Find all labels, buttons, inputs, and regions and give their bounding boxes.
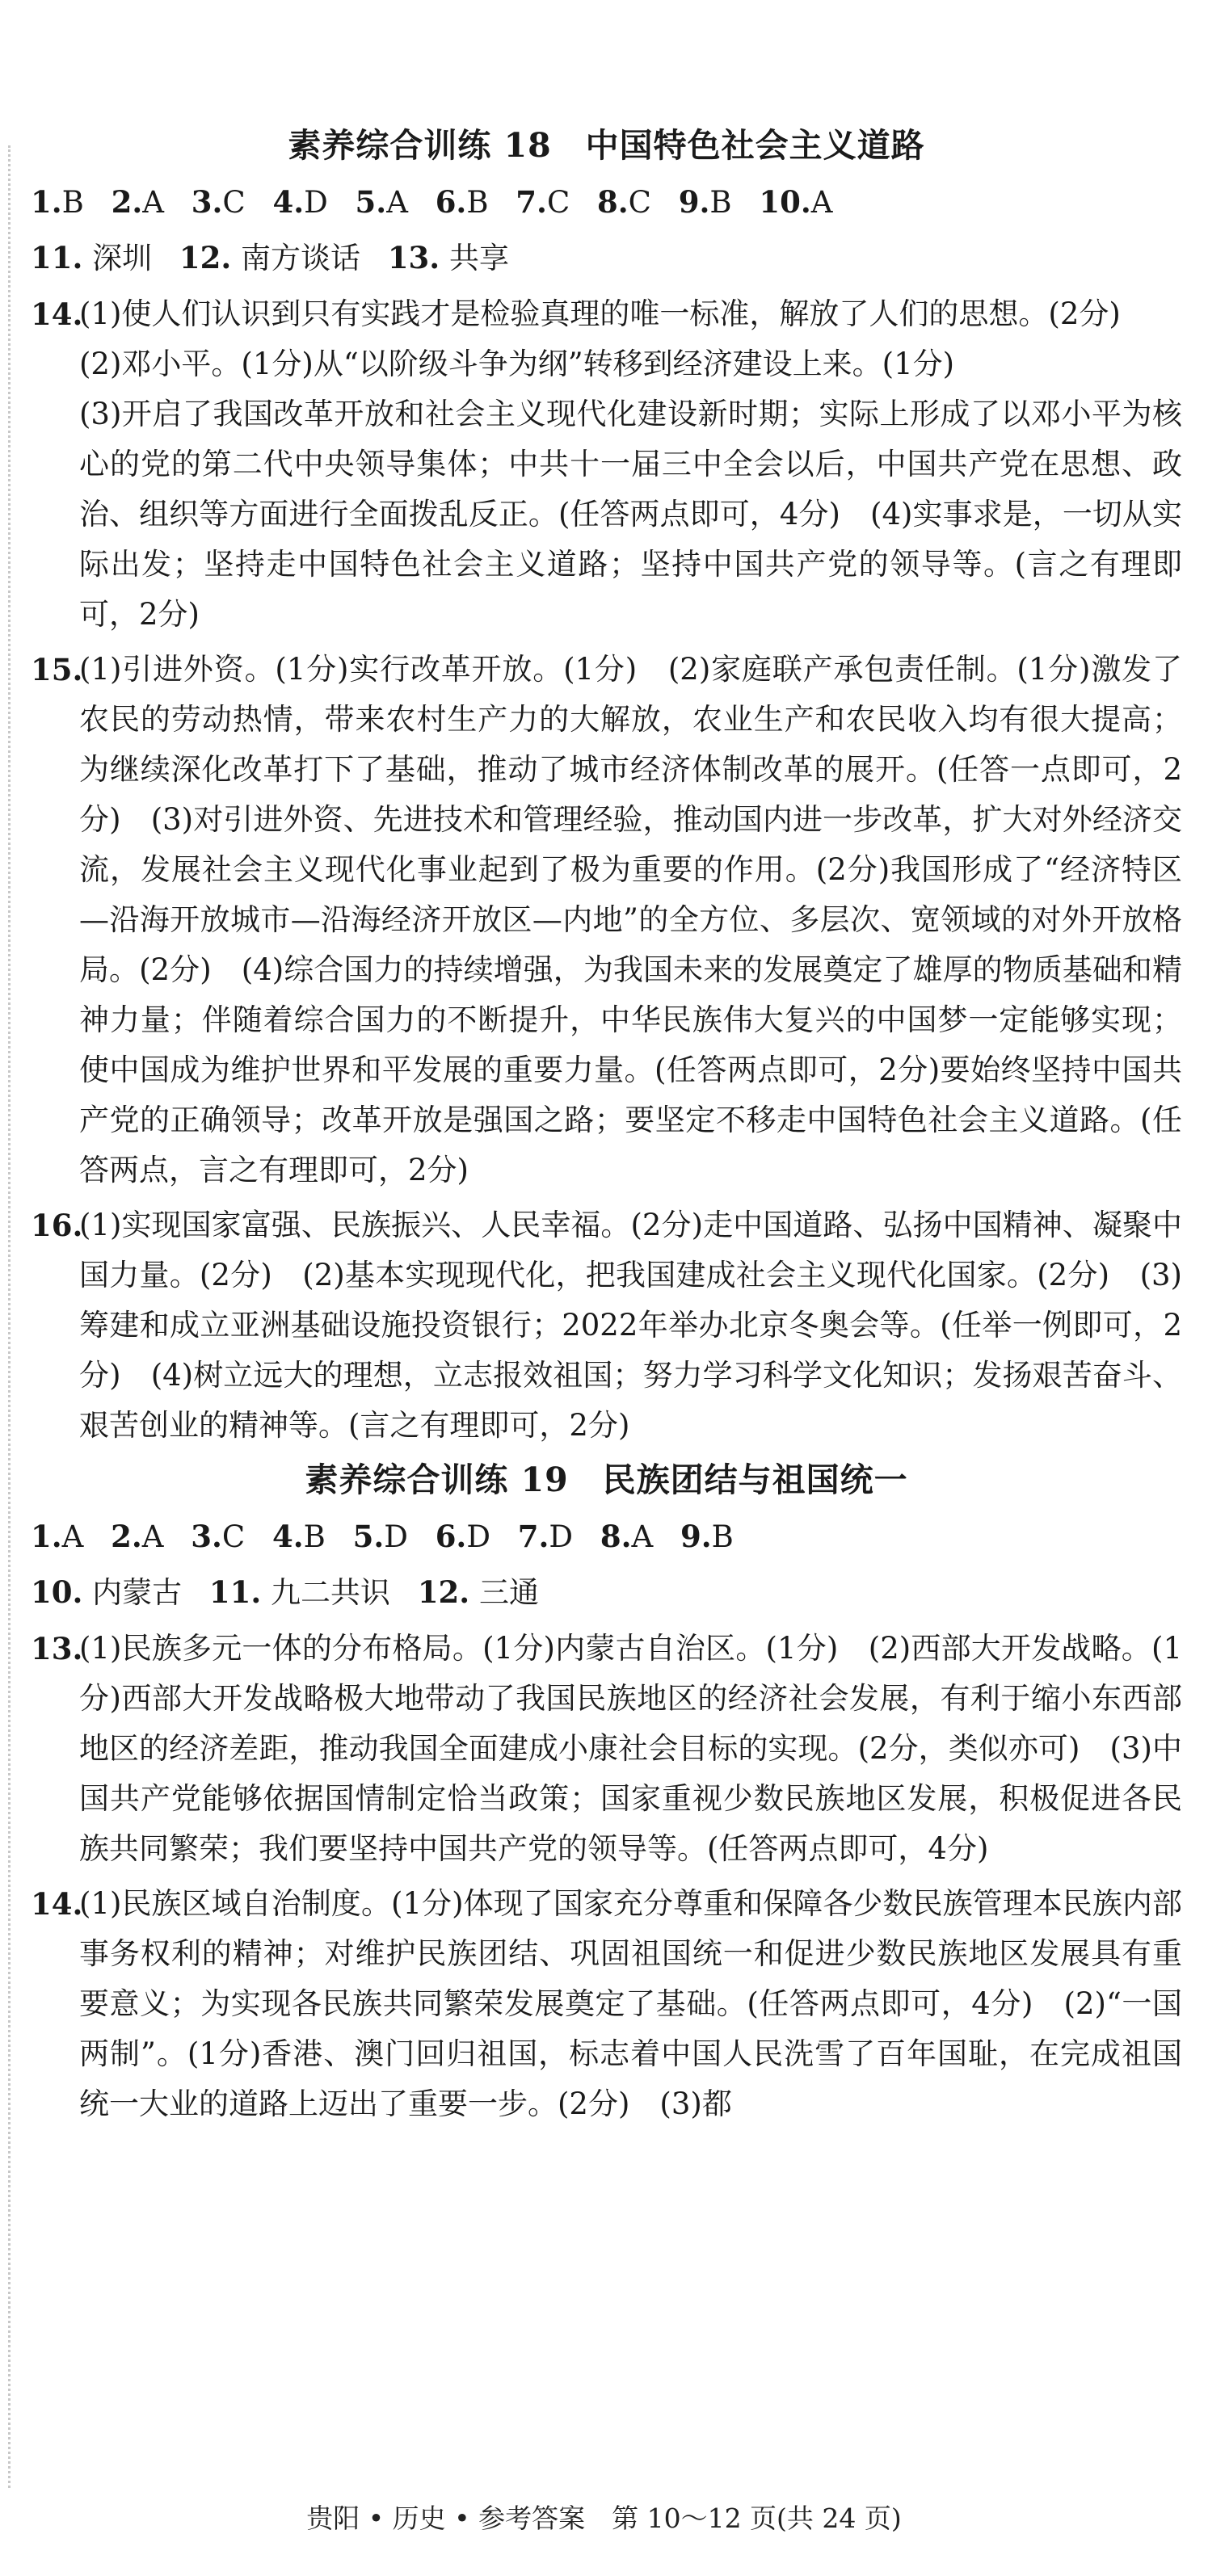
answer-item: 1.B [31, 184, 84, 220]
answer-item: 9.B [678, 184, 732, 220]
answer-item: 5.A [355, 184, 408, 220]
question-number: 13. [31, 1631, 83, 1666]
question-number: 14. [31, 1886, 83, 1922]
section-18-multiple-choice [31, 178, 1182, 227]
question-number: 15. [31, 652, 83, 687]
answer-item: 2.A [111, 1519, 164, 1554]
answer-paragraph: (1)民族区域自治制度。(1分)体现了国家充分尊重和保障各少数民族管理本民族内部事务权利的精神；对维护民族团结、巩固祖国统一和促进少数民族地区发展具有重要意义；为实现各民族共同繁荣发展奠定了基础。(任答两点即可，4分) (2)“一国两制”。(1分)香港、澳门回归祖国，标志着中国人民洗雪了百年国耻，在完成祖国统一大业的道路上迈出了重要一步。(2分) (3)都 [79, 1886, 1182, 2121]
answer-item: 4.B [272, 1519, 326, 1554]
answer-item: 3.C [191, 184, 246, 220]
answer-item: 9.B [680, 1519, 734, 1554]
section-19-title: 素养综合训练 19 民族团结与祖国统一 [305, 1460, 908, 1499]
answer-item: 5.D [352, 1519, 408, 1554]
answer-paragraph: (1)民族多元一体的分布格局。(1分)内蒙古自治区。(1分) (2)西部大开发战略。(1分)西部大开发战略极大地带动了我国民族地区的经济社会发展，有利于缩小东西部地区的经济差距，推动我国全面建成小康社会目标的实现。(2分，类似亦可) (3)中国共产党能够依据国情制定恰当政策；国家重视少数民族地区发展，积极促进各民族共同繁荣；我们要坚持中国共产党的领导等。(任答两点即可，4分) [79, 1631, 1182, 1866]
answer-item: 11. 九二共识 [208, 1574, 391, 1610]
answer-item: 11. 深圳 [31, 240, 153, 275]
answer-item: 1.A [31, 1519, 84, 1554]
answer-item: 8.A [600, 1519, 654, 1554]
section-18-fill-in [31, 233, 1182, 283]
answer-item: 10. 内蒙古 [31, 1574, 183, 1610]
section-19-fill-in [31, 1568, 1182, 1617]
answer-paragraph: (3)开启了我国改革开放和社会主义现代化建设新时期；实际上形成了以邓小平为核心的党的第二代中央领导集体；中共十一届三中全会以后，中国共产党在思想、政治、组织等方面进行全面拨乱反正。(任答两点即可，4分) (4)实事求是，一切从实际出发；坚持走中国特色社会主义道路；坚持中国共产党的领导等。(言之有理即可，2分) [79, 397, 1182, 632]
question-16 [31, 1200, 1182, 1451]
question-15 [31, 645, 1182, 1196]
answer-item: 10.A [759, 184, 833, 220]
question-number: 14. [31, 296, 83, 332]
answer-item: 4.D [272, 184, 328, 220]
answer-paragraph: (1)使人们认识到只有实践才是检验真理的唯一标准，解放了人们的思想。(2分) [79, 296, 1121, 331]
section-19-multiple-choice [31, 1512, 1182, 1561]
answer-item: 12. 南方谈话 [179, 240, 361, 275]
question-14 [31, 1879, 1182, 2129]
page-footer: 贵阳 • 历史 • 参考答案 第 10～12 页(共 24 页) [306, 2502, 902, 2534]
answer-item: 12. 三通 [417, 1574, 539, 1610]
answer-paragraph: (2)邓小平。(1分)从“以阶级斗争为纲”转移到经济建设上来。(1分) [79, 347, 955, 381]
question-number: 16. [31, 1208, 83, 1243]
question-13 [31, 1624, 1182, 1874]
answer-content [31, 121, 1182, 2134]
question-14 [31, 289, 1182, 640]
answer-item: 7.C [516, 184, 570, 220]
answer-item: 13. 共享 [387, 240, 509, 275]
binding-margin-dotted-line [8, 145, 11, 2488]
answer-paragraph: (1)实现国家富强、民族振兴、人民幸福。(2分)走中国道路、弘扬中国精神、凝聚中国力量。(2分) (2)基本实现现代化，把我国建成社会主义现代化国家。(2分) (3)筹建和成立亚洲基础设施投资银行；2022年举办北京冬奥会等。(任举一例即可，2分) (4)树立远大的理想，立志报效祖国；努力学习科学文化知识；发扬艰苦奋斗、艰苦创业的精神等。(言之有理即可，2分) [79, 1208, 1182, 1443]
answer-item: 3.C [191, 1519, 246, 1554]
section-18-title: 素养综合训练 18 中国特色社会主义道路 [288, 126, 925, 165]
answer-paragraph: (1)引进外资。(1分)实行改革开放。(1分) (2)家庭联产承包责任制。(1分)激发了农民的劳动热情，带来农村生产力的大解放，农业生产和农民收入均有很大提高；为继续深化改革打下了基础，推动了城市经济体制改革的展开。(任答一点即可，2分) (3)对引进外资、先进技术和管理经验，推动国内进一步改革，扩大对外经济交流，发展社会主义现代化事业起到了极为重要的作用。(2分)我国形成了“经济特区—沿海开放城市—沿海经济开放区—内地”的全方位、多层次、宽领域的对外开放格局。(2分) (4)综合国力的持续增强，为我国未来的发展奠定了雄厚的物质基础和精神力量；伴随着综合国力的不断提升，中华民族伟大复兴的中国梦一定能够实现；使中国成为维护世界和平发展的重要力量。(任答两点即可，2分)要始终坚持中国共产党的正确领导；改革开放是强国之路；要坚定不移走中国特色社会主义道路。(任答两点，言之有理即可，2分) [79, 652, 1182, 1187]
answer-item: 2.A [111, 184, 164, 220]
answer-item: 6.B [435, 184, 489, 220]
answer-item: 7.D [517, 1519, 574, 1554]
answer-item: 6.D [435, 1519, 490, 1554]
answer-item: 8.C [597, 184, 651, 220]
